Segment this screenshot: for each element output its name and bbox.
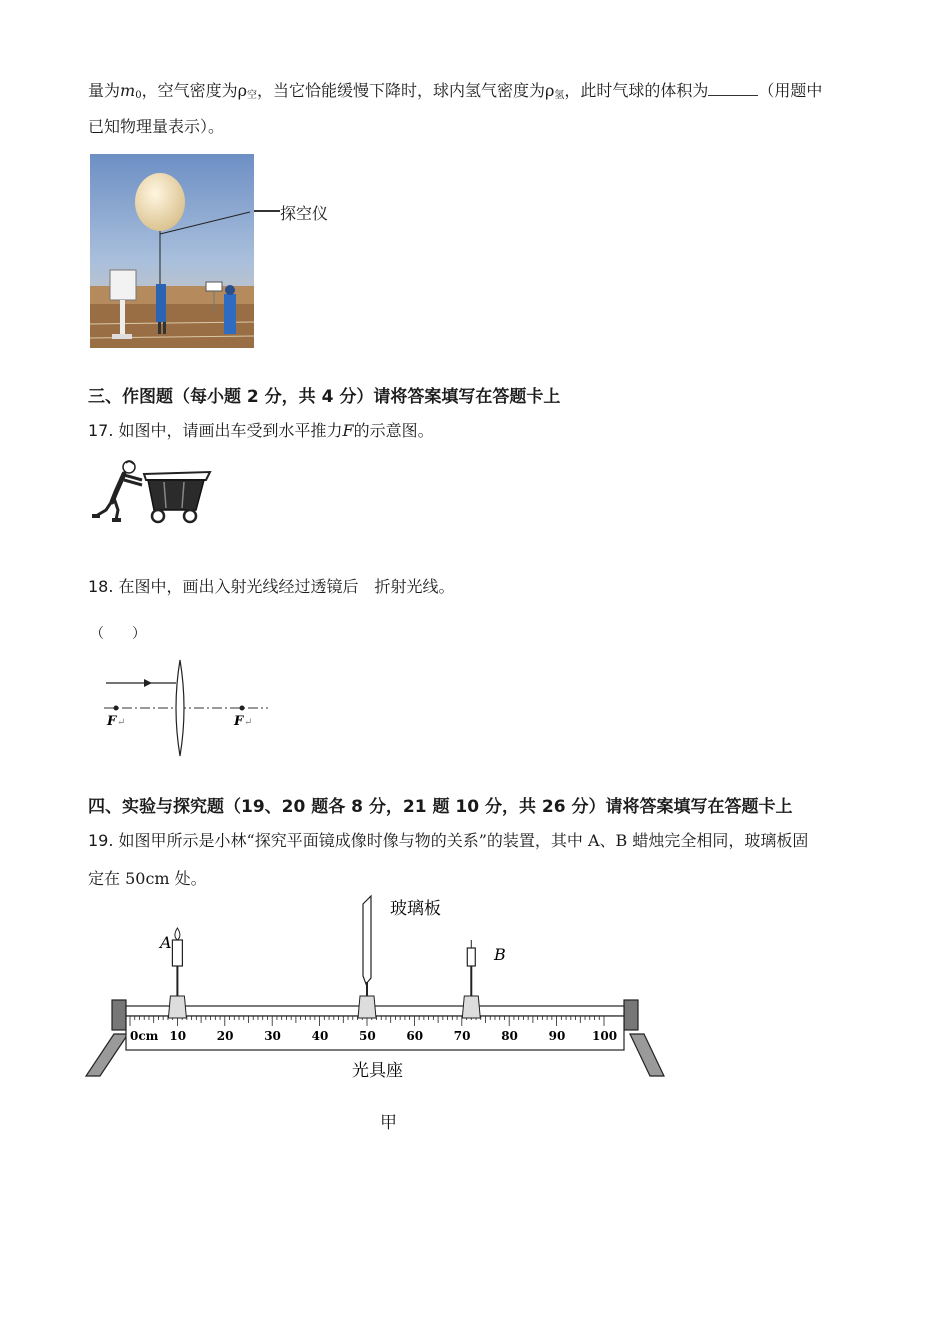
q16-line2: 已知物理量表示）。: [88, 117, 225, 136]
force-symbol: F: [342, 421, 354, 440]
optical-bench-figure: [84, 892, 674, 1082]
section4-heading: 四、实验与探究题（19、20 题各 8 分，21 题 10 分，共 26 分）请将答案填写在答题卡上: [88, 797, 793, 817]
q17-number: 17.: [88, 421, 114, 440]
figure-caption: 甲: [380, 1113, 397, 1133]
q19-text-1: 如图甲所示是小林“探究平面镜成像时像与物的关系”的装置，其中 A、B 蜡烛完全相同，玻璃板固: [113, 831, 809, 850]
ruler-tick-label: 80: [501, 1029, 518, 1043]
q19-line2: 定在 50cm 处。: [88, 869, 207, 888]
q16-line1: [88, 80, 822, 107]
optical-bench-label: 光具座: [352, 1061, 403, 1081]
q18-question: 在图中，画出入射光线经过透镜后 折射光线。: [113, 577, 455, 596]
person-pushing-cart-figure: [90, 458, 215, 528]
rho-air-subscript: 空: [246, 90, 257, 101]
ruler-tick-label: 40: [311, 1029, 329, 1043]
right-focus-point: [240, 706, 245, 711]
ruler-tick-label: 20: [216, 1029, 234, 1043]
q19-line1: [88, 828, 808, 851]
candle-b-label: B: [494, 945, 506, 964]
ruler-tick-label: 10: [169, 1029, 187, 1043]
ruler-tick-label: 0cm: [130, 1029, 159, 1043]
q17-text-2: 的示意图。: [353, 421, 434, 440]
ruler-tick-label: 60: [406, 1029, 424, 1043]
candle-b: [462, 940, 480, 1018]
right-leg: [630, 1034, 664, 1076]
ruler-tick-label: 70: [453, 1029, 471, 1043]
ruler-tick-label: 90: [548, 1029, 566, 1043]
mass-subscript: 0: [135, 90, 142, 101]
q16-text-1: 量为: [88, 81, 121, 100]
left-focus-point: [114, 706, 119, 711]
ruler-tick-label: 100: [592, 1029, 618, 1043]
radiosonde-label: 探空仪: [280, 204, 329, 223]
ruler-tick-label: 50: [359, 1029, 376, 1043]
convex-lens-diagram: [96, 656, 276, 760]
q19-number: 19.: [88, 831, 114, 850]
rho-hydrogen-subscript: 氢: [554, 90, 565, 101]
convex-lens: [176, 660, 184, 756]
q17-text-1: 如图中，请画出车受到水平推力: [113, 421, 343, 440]
leader-line: [254, 210, 280, 212]
right-return-mark: ↵: [244, 717, 253, 728]
left-leg: [86, 1034, 128, 1076]
right-end-post: [624, 1000, 638, 1030]
right-focus-label: F: [234, 714, 244, 729]
glass-plate-label: 玻璃板: [390, 899, 441, 919]
mass-symbol: m: [120, 81, 136, 100]
answer-blank[interactable]: [708, 81, 758, 96]
ruler-tick-label: 30: [264, 1029, 281, 1043]
q16-text-3: ，当它恰能缓慢下降时，球内氢气密度为ρ: [256, 81, 555, 100]
left-focus-label: F: [107, 714, 117, 729]
q17-text: [88, 418, 434, 441]
q18-number: 18.: [88, 577, 114, 596]
ray-arrow-icon: [144, 679, 152, 687]
section3-heading: 三、作图题（每小题 2 分，共 4 分）请将答案填写在答题卡上: [88, 387, 561, 407]
balloon-photo: [90, 154, 254, 348]
q18-answer-parens[interactable]: （ ）: [90, 626, 146, 642]
candle-a-label: A: [160, 933, 172, 952]
q16-text-5: （用题中: [758, 81, 823, 100]
q16-text-4: ，此时气球的体积为: [564, 81, 709, 100]
left-return-mark: ↵: [117, 717, 126, 728]
q18-text: [88, 574, 455, 597]
q16-text-2: ，空气密度为ρ: [141, 81, 247, 100]
glass-plate: [358, 896, 376, 1018]
left-end-post: [112, 1000, 126, 1030]
